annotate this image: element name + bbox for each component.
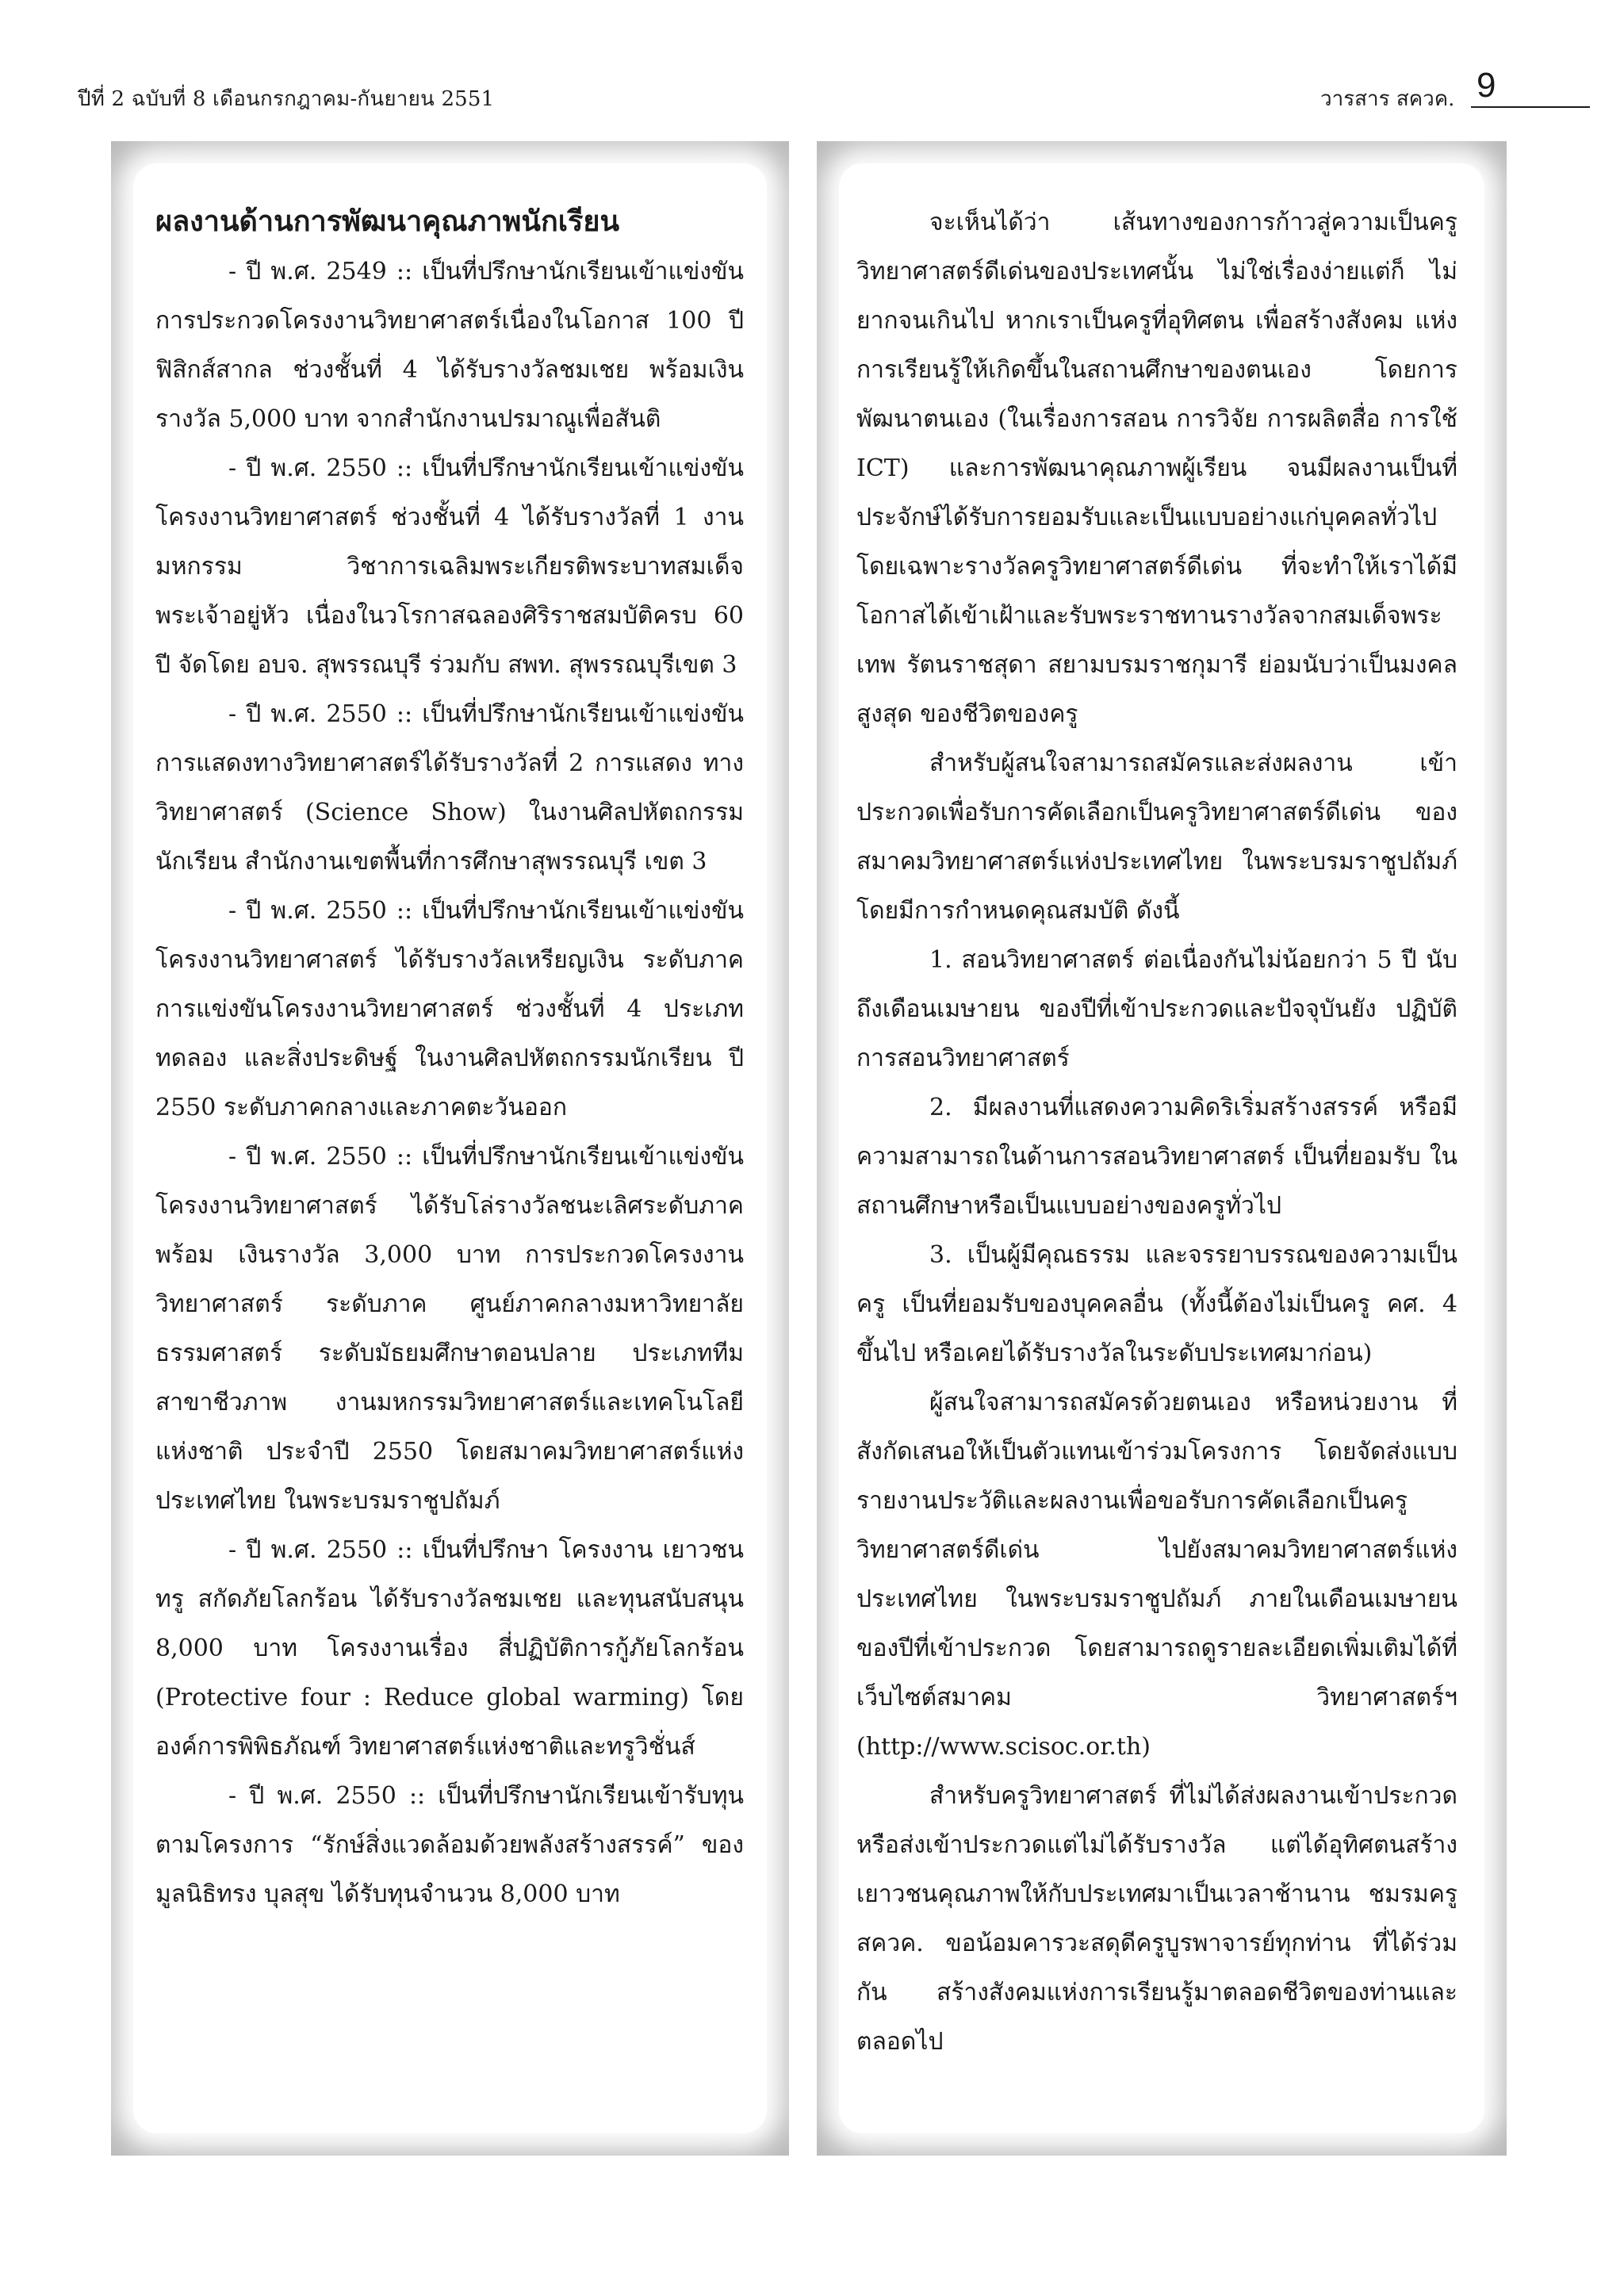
- page-number: 9: [1477, 66, 1496, 105]
- issue-info: ปีที่ 2 ฉบับที่ 8 เดือนกรกฎาคม-กันยายน 2551: [78, 87, 495, 111]
- qualification-item: 3. เป็นผู้มีคุณธรรม และจรรยาบรรณของความเป็นครู เป็นที่ยอมรับของบุคคลอื่น (ทั้งนี้ต้องไม่เป็นครู คศ. 4 ขึ้นไป หรือเคยได้รับรางวัลในระดับประเทศมาก่อน): [856, 1241, 1457, 1367]
- right-column: [856, 198, 1457, 2067]
- body-paragraph: สำหรับครูวิทยาศาสตร์ ที่ไม่ได้ส่งผลงานเข้าประกวด หรือส่งเข้าประกวดแต่ไม่ได้รับรางวัล แต่ได้อุทิศตนสร้าง เยาวชนคุณภาพให้กับประเทศมาเป็นเวลาช้านาน ชมรมครู สควค. ขอน้อมคารวะสดุดีครูบูรพาจารย์ทุกท่าน ที่ได้ร่วมกัน สร้างสังคมแห่งการเรียนรู้มาตลอดชีวิตของท่านและตลอดไป: [856, 1782, 1457, 2056]
- left-column: [155, 198, 744, 1919]
- qualification-item: 2. มีผลงานที่แสดงความคิดริเริ่มสร้างสรรค์ หรือมี ความสามารถในด้านการสอนวิทยาศาสตร์ เป็นที่ยอมรับ ในสถานศึกษาหรือเป็นแบบอย่างของครูทั่วไป: [856, 1094, 1457, 1220]
- qualification-item: 1. สอนวิทยาศาสตร์ ต่อเนื่องกันไม่น้อยกว่า 5 ปี นับถึงเดือนเมษายน ของปีที่เข้าประกวดและปัจจุบันยัง ปฏิบัติการสอนวิทยาศาสตร์: [856, 946, 1457, 1072]
- achievement-item: - ปี พ.ศ. 2550 :: เป็นที่ปรึกษานักเรียนเข้าแข่งขัน โครงงานวิทยาศาสตร์ ได้รับโล่รางวัลชนะเลิศระดับภาค พร้อม เงินรางวัล 3,000 บาท การประกวดโครงงานวิทยาศาสตร์ ระดับภาค ศูนย์ภาคกลางมหาวิทยาลัย ธรรมศาสตร์ ระดับมัธยมศึกษาตอนปลาย ประเภททีม สาขาชีวภาพ งานมหกรรมวิทยาศาสตร์และเทคโนโลยีแห่งชาติ ประจำปี 2550 โดยสมาคมวิทยาศาสตร์แห่งประเทศไทย ในพระบรมราชูปถัมภ์: [155, 1143, 744, 1515]
- achievement-item: - ปี พ.ศ. 2550 :: เป็นที่ปรึกษานักเรียนเข้าแข่งขัน โครงงานวิทยาศาสตร์ ได้รับรางวัลเหรียญเงิน ระดับภาค การแข่งขันโครงงานวิทยาศาสตร์ ช่วงชั้นที่ 4 ประเภททดลอง และสิ่งประดิษฐ์ ในงานศิลปหัตถกรรมนักเรียน ปี 2550 ระดับภาคกลางและภาคตะวันออก: [155, 897, 744, 1121]
- body-paragraph: ผู้สนใจสามารถสมัครด้วยตนเอง หรือหน่วยงาน ที่สังกัดเสนอให้เป็นตัวแทนเข้าร่วมโครงการ โดยจัดส่งแบบ รายงานประวัติและผลงานเพื่อขอรับการคัดเลือกเป็นครู วิทยาศาสตร์ดีเด่น ไปยังสมาคมวิทยาศาสตร์แห่งประเทศไทย ในพระบรมราชูปถัมภ์ ภายในเดือนเมษายน ของปีที่เข้าประกวด โดยสามารถดูรายละเอียดเพิ่มเติมได้ที่เว็บไซต์สมาคม วิทยาศาสตร์ฯ (http://www.scisoc.or.th): [856, 1389, 1457, 1761]
- header-rule: [1471, 106, 1590, 108]
- achievement-item: - ปี พ.ศ. 2550 :: เป็นที่ปรึกษา โครงงาน เยาวชนทรู สกัดภัยโลกร้อน ได้รับรางวัลชมเชย และทุนสนับสนุน 8,000 บาท โครงงานเรื่อง สี่ปฏิบัติการกู้ภัยโลกร้อน (Protective four : Reduce global warming) โดยองค์การพิพิธภัณฑ์ วิทยาศาสตร์แห่งชาติและทรูวิชั่นส์: [155, 1536, 744, 1761]
- section-title: ผลงานด้านการพัฒนาคุณภาพนักเรียน: [155, 205, 620, 238]
- achievement-item: - ปี พ.ศ. 2550 :: เป็นที่ปรึกษานักเรียนเข้าแข่งขัน การแสดงทางวิทยาศาสตร์ได้รับรางวัลที่ 2 การแสดง ทางวิทยาศาสตร์ (Science Show) ในงานศิลปหัตถกรรม นักเรียน สำนักงานเขตพื้นที่การศึกษาสุพรรณบุรี เขต 3: [155, 700, 744, 876]
- achievement-item: - ปี พ.ศ. 2550 :: เป็นที่ปรึกษานักเรียนเข้าแข่งขัน โครงงานวิทยาศาสตร์ ช่วงชั้นที่ 4 ได้รับรางวัลที่ 1 งานมหกรรม วิชาการเฉลิมพระเกียรติพระบาทสมเด็จพระเจ้าอยู่หัว เนื่องในวโรกาสฉลองศิริราชสมบัติครบ 60 ปี จัดโดย อบจ. สุพรรณบุรี ร่วมกับ สพท. สุพรรณบุรีเขต 3: [155, 454, 744, 679]
- achievement-item: - ปี พ.ศ. 2550 :: เป็นที่ปรึกษานักเรียนเข้ารับทุน ตามโครงการ “รักษ์สิ่งแวดล้อมด้วยพลังสร้างสรรค์” ของ มูลนิธิทรง บุลสุข ได้รับทุนจำนวน 8,000 บาท: [155, 1782, 744, 1908]
- achievement-item: - ปี พ.ศ. 2549 :: เป็นที่ปรึกษานักเรียนเข้าแข่งขัน การประกวดโครงงานวิทยาศาสตร์เนื่องในโอกาส 100 ปี ฟิสิกส์สากล ช่วงชั้นที่ 4 ได้รับรางวัลชมเชย พร้อมเงินรางวัล 5,000 บาท จากสำนักงานปรมาณูเพื่อสันติ: [155, 258, 744, 433]
- body-paragraph: จะเห็นได้ว่า เส้นทางของการก้าวสู่ความเป็นครู วิทยาศาสตร์ดีเด่นของประเทศนั้น ไม่ใช่เรื่องง่ายแต่ก็ ไม่ยากจนเกินไป หากเราเป็นครูที่อุทิศตน เพื่อสร้างสังคม แห่งการเรียนรู้ให้เกิดขึ้นในสถานศึกษาของตนเอง โดยการ พัฒนาตนเอง (ในเรื่องการสอน การวิจัย การผลิตสื่อ การใช้ ICT) และการพัฒนาคุณภาพผู้เรียน จนมีผลงานเป็นที่ ประจักษ์ได้รับการยอมรับและเป็นแบบอย่างแก่บุคคลทั่วไป โดยเฉพาะรางวัลครูวิทยาศาสตร์ดีเด่น ที่จะทำให้เราได้มี โอกาสได้เข้าเฝ้าและรับพระราชทานรางวัลจากสมเด็จพระเทพ รัตนราชสุดา สยามบรมราชกุมารี ย่อมนับว่าเป็นมงคลสูงสุด ของชีวิตของครู: [856, 209, 1457, 728]
- journal-name: วารสาร สควค.: [1320, 87, 1455, 111]
- body-paragraph: สำหรับผู้สนใจสามารถสมัครและส่งผลงาน เข้าประกวดเพื่อรับการคัดเลือกเป็นครูวิทยาศาสตร์ดีเด่น ของสมาคมวิทยาศาสตร์แห่งประเทศไทย ในพระบรมราชูปถัมภ์ โดยมีการกำหนดคุณสมบัติ ดังนี้: [856, 749, 1457, 925]
